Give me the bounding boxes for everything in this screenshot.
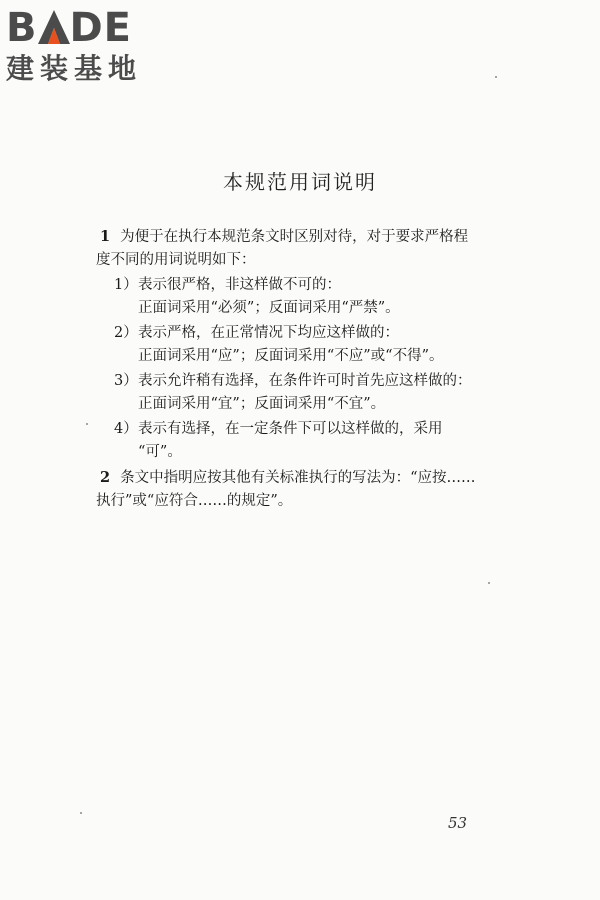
- list-item-label: 3）: [114, 373, 138, 389]
- list-item-main: 表示很严格，非这样做不可的：: [138, 277, 341, 293]
- paragraph-1: [96, 226, 486, 271]
- list-item-sub: “可”。: [138, 443, 182, 460]
- list-item: [96, 274, 486, 319]
- paragraph-2-number: 2: [100, 469, 111, 486]
- list-item: [96, 370, 486, 415]
- list-item-main: 表示严格，在正常情况下均应这样做的：: [138, 325, 399, 341]
- scan-speck: [488, 582, 490, 584]
- document-body: [96, 226, 486, 515]
- list-item-sub: 正面词采用“宜”；反面词采用“不宜”。: [138, 395, 386, 412]
- list-item-sub: 正面词采用“必须”；反面词采用“严禁”。: [138, 299, 400, 316]
- logo-letters-de: DE: [69, 5, 132, 51]
- paragraph-2-line1: 条文中指明应按其他有关标准执行的写法为：“应按……: [120, 470, 476, 486]
- paragraph-1-number: 1: [100, 228, 111, 245]
- list-item-label: 4）: [114, 421, 138, 437]
- scan-speck: [86, 423, 88, 425]
- list-item: [96, 322, 486, 367]
- page-number: 53: [448, 814, 468, 832]
- list-item-sub: 正面词采用“应”；反面词采用“不应”或“不得”。: [138, 347, 444, 364]
- logo-letter-b: B: [6, 5, 38, 51]
- paragraph-2: [96, 467, 486, 512]
- paragraph-1-line2: 度不同的用词说明如下：: [96, 251, 256, 268]
- logo-chinese-text: 建装基地: [6, 52, 143, 85]
- paragraph-1-line1: 为便于在执行本规范条文时区别对待，对于要求严格程: [120, 229, 469, 245]
- scan-speck: [495, 76, 497, 78]
- list-item-label: 1）: [114, 277, 138, 293]
- list-item-main: 表示允许稍有选择，在条件许可时首先应这样做的：: [138, 373, 472, 389]
- logo: [6, 4, 176, 94]
- list-item: [96, 418, 486, 463]
- logo-wordmark: [6, 4, 176, 52]
- logo-a-mark-icon: [38, 4, 70, 52]
- scan-speck: [80, 812, 82, 814]
- list-item-label: 2）: [114, 325, 138, 341]
- list-item-main: 表示有选择，在一定条件下可以这样做的，采用: [138, 421, 443, 437]
- paragraph-2-line2: 执行”或“应符合……的规定”。: [96, 492, 293, 509]
- page-title: 本规范用词说明: [223, 170, 377, 194]
